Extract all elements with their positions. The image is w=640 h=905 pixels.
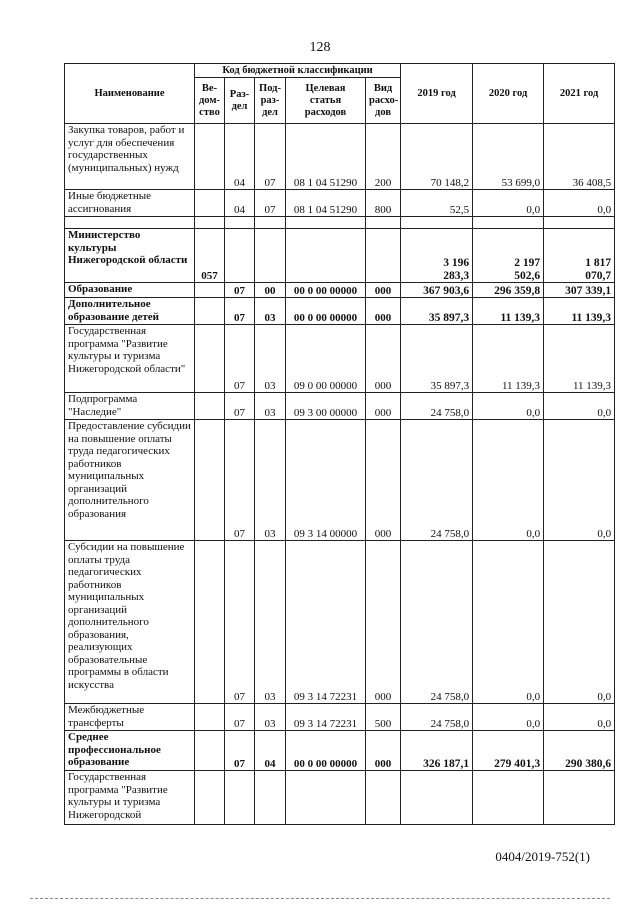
row-vedomstvo	[195, 217, 225, 229]
row-vedomstvo	[195, 704, 225, 731]
row-vedomstvo	[195, 771, 225, 825]
table-row	[65, 771, 615, 825]
row-value-2019: 24 758,0	[401, 420, 473, 541]
row-razdel: 07	[225, 393, 255, 420]
row-podrazdel: 07	[255, 190, 286, 217]
row-vedomstvo	[195, 283, 225, 298]
row-target-article: 09 3 14 72231	[286, 704, 366, 731]
row-value-2021	[544, 771, 615, 825]
row-value-2019: 367 903,6	[401, 283, 473, 298]
row-name: Дополнительное образование детей	[65, 298, 195, 325]
row-name: Министерство культуры Нижегородской области	[65, 229, 195, 283]
row-expense-type	[366, 217, 401, 229]
row-value-2019: 24 758,0	[401, 393, 473, 420]
table-row	[65, 704, 615, 731]
row-target-article	[286, 229, 366, 283]
row-expense-type	[366, 771, 401, 825]
row-value-2020: 0,0	[473, 420, 544, 541]
row-vedomstvo	[195, 325, 225, 393]
row-target-article	[286, 771, 366, 825]
table-row	[65, 190, 615, 217]
document-code: 0404/2019-752(1)	[495, 849, 590, 864]
row-razdel: 07	[225, 298, 255, 325]
table-row	[65, 420, 615, 541]
row-podrazdel: 03	[255, 393, 286, 420]
header-razdel: Раз- дел	[225, 78, 255, 124]
row-target-article: 09 3 14 72231	[286, 541, 366, 704]
row-target-article: 00 0 00 00000	[286, 731, 366, 771]
row-vedomstvo	[195, 731, 225, 771]
header-2019: 2019 год	[401, 64, 473, 124]
row-value-2021: 11 139,3	[544, 325, 615, 393]
row-value-2021: 0,0	[544, 704, 615, 731]
header-2021: 2021 год	[544, 64, 615, 124]
row-target-article: 00 0 00 00000	[286, 283, 366, 298]
row-razdel: 07	[225, 283, 255, 298]
row-value-2021: 0,0	[544, 190, 615, 217]
header-name: Наименование	[65, 64, 195, 124]
header-podrazdel: Под- раз- дел	[255, 78, 286, 124]
table-row	[65, 124, 615, 190]
row-value-2019: 24 758,0	[401, 704, 473, 731]
row-value-2020: 279 401,3	[473, 731, 544, 771]
row-podrazdel	[255, 217, 286, 229]
header-classification-group: Код бюджетной классификации	[195, 64, 401, 78]
row-expense-type: 000	[366, 731, 401, 771]
budget-table	[64, 63, 615, 825]
row-razdel: 07	[225, 704, 255, 731]
table-row	[65, 298, 615, 325]
table-row	[65, 325, 615, 393]
row-target-article: 00 0 00 00000	[286, 298, 366, 325]
row-vedomstvo	[195, 420, 225, 541]
row-value-2020	[473, 217, 544, 229]
header-expense-type: Вид расхо- дов	[366, 78, 401, 124]
row-target-article: 09 3 14 00000	[286, 420, 366, 541]
row-target-article	[286, 217, 366, 229]
table-row	[65, 283, 615, 298]
row-expense-type: 500	[366, 704, 401, 731]
row-value-2020: 296 359,8	[473, 283, 544, 298]
row-razdel: 07	[225, 420, 255, 541]
row-name	[65, 217, 195, 229]
row-expense-type: 000	[366, 298, 401, 325]
row-target-article: 09 0 00 00000	[286, 325, 366, 393]
row-value-2019: 70 148,2	[401, 124, 473, 190]
row-name: Государственная программа "Развитие культуры и туризма Нижегородской области"	[65, 325, 195, 393]
row-name: Предоставление субсидии на повышение оплаты труда педагогических работников муниципальных организаций дополнительного образования	[65, 420, 195, 541]
row-value-2021: 0,0	[544, 541, 615, 704]
row-podrazdel: 03	[255, 325, 286, 393]
row-name: Среднее профессиональное образование	[65, 731, 195, 771]
row-value-2021: 307 339,1	[544, 283, 615, 298]
table-row	[65, 229, 615, 283]
row-vedomstvo	[195, 298, 225, 325]
row-value-2019	[401, 771, 473, 825]
row-value-2020: 2 197 502,6	[473, 229, 544, 283]
table-row	[65, 393, 615, 420]
row-expense-type: 000	[366, 325, 401, 393]
row-podrazdel: 03	[255, 420, 286, 541]
row-value-2021: 11 139,3	[544, 298, 615, 325]
row-podrazdel: 03	[255, 298, 286, 325]
row-name: Иные бюджетные ассигнования	[65, 190, 195, 217]
row-target-article: 08 1 04 51290	[286, 124, 366, 190]
row-razdel	[225, 217, 255, 229]
header-target-article: Целевая статья расходов	[286, 78, 366, 124]
row-value-2021: 1 817 070,7	[544, 229, 615, 283]
row-name: Подпрограмма "Наследие"	[65, 393, 195, 420]
row-value-2019: 3 196 283,3	[401, 229, 473, 283]
row-razdel	[225, 771, 255, 825]
row-podrazdel: 07	[255, 124, 286, 190]
row-value-2020: 0,0	[473, 190, 544, 217]
row-value-2020: 11 139,3	[473, 325, 544, 393]
row-expense-type: 000	[366, 393, 401, 420]
row-vedomstvo	[195, 541, 225, 704]
table-body	[65, 124, 615, 825]
row-value-2020: 53 699,0	[473, 124, 544, 190]
row-value-2019	[401, 217, 473, 229]
row-value-2020	[473, 771, 544, 825]
header-2020: 2020 год	[473, 64, 544, 124]
table-row	[65, 217, 615, 229]
row-value-2019: 52,5	[401, 190, 473, 217]
row-value-2019: 35 897,3	[401, 298, 473, 325]
row-value-2019: 35 897,3	[401, 325, 473, 393]
row-vedomstvo: 057	[195, 229, 225, 283]
row-razdel: 07	[225, 541, 255, 704]
row-name: Субсидии на повышение оплаты труда педагогических работников муниципальных организаций дополнительного образования, реализующих образовательные программы в области искусства	[65, 541, 195, 704]
row-value-2021: 36 408,5	[544, 124, 615, 190]
row-expense-type: 000	[366, 541, 401, 704]
row-razdel: 07	[225, 325, 255, 393]
row-value-2020: 11 139,3	[473, 298, 544, 325]
scan-edge-line	[30, 898, 610, 899]
row-expense-type: 000	[366, 420, 401, 541]
row-podrazdel	[255, 771, 286, 825]
row-value-2020: 0,0	[473, 393, 544, 420]
row-name: Закупка товаров, работ и услуг для обеспечения государственных (муниципальных) нужд	[65, 124, 195, 190]
row-expense-type: 800	[366, 190, 401, 217]
row-value-2021: 290 380,6	[544, 731, 615, 771]
header-vedomstvo: Ве- дом- ство	[195, 78, 225, 124]
row-razdel: 07	[225, 731, 255, 771]
row-expense-type: 200	[366, 124, 401, 190]
row-podrazdel: 03	[255, 541, 286, 704]
table-row	[65, 731, 615, 771]
table-row	[65, 541, 615, 704]
row-razdel: 04	[225, 124, 255, 190]
row-podrazdel	[255, 229, 286, 283]
row-vedomstvo	[195, 124, 225, 190]
row-razdel	[225, 229, 255, 283]
row-vedomstvo	[195, 393, 225, 420]
row-value-2019: 326 187,1	[401, 731, 473, 771]
row-value-2021	[544, 217, 615, 229]
row-value-2019: 24 758,0	[401, 541, 473, 704]
row-value-2021: 0,0	[544, 393, 615, 420]
row-podrazdel: 04	[255, 731, 286, 771]
row-value-2020: 0,0	[473, 704, 544, 731]
row-value-2020: 0,0	[473, 541, 544, 704]
row-expense-type	[366, 229, 401, 283]
row-vedomstvo	[195, 190, 225, 217]
row-expense-type: 000	[366, 283, 401, 298]
row-target-article: 08 1 04 51290	[286, 190, 366, 217]
row-podrazdel: 03	[255, 704, 286, 731]
row-value-2021: 0,0	[544, 420, 615, 541]
row-name: Межбюджетные трансферты	[65, 704, 195, 731]
row-podrazdel: 00	[255, 283, 286, 298]
row-razdel: 04	[225, 190, 255, 217]
row-target-article: 09 3 00 00000	[286, 393, 366, 420]
row-name: Государственная программа "Развитие культуры и туризма Нижегородской	[65, 771, 195, 825]
row-name: Образование	[65, 283, 195, 298]
page-number: 128	[309, 40, 331, 55]
